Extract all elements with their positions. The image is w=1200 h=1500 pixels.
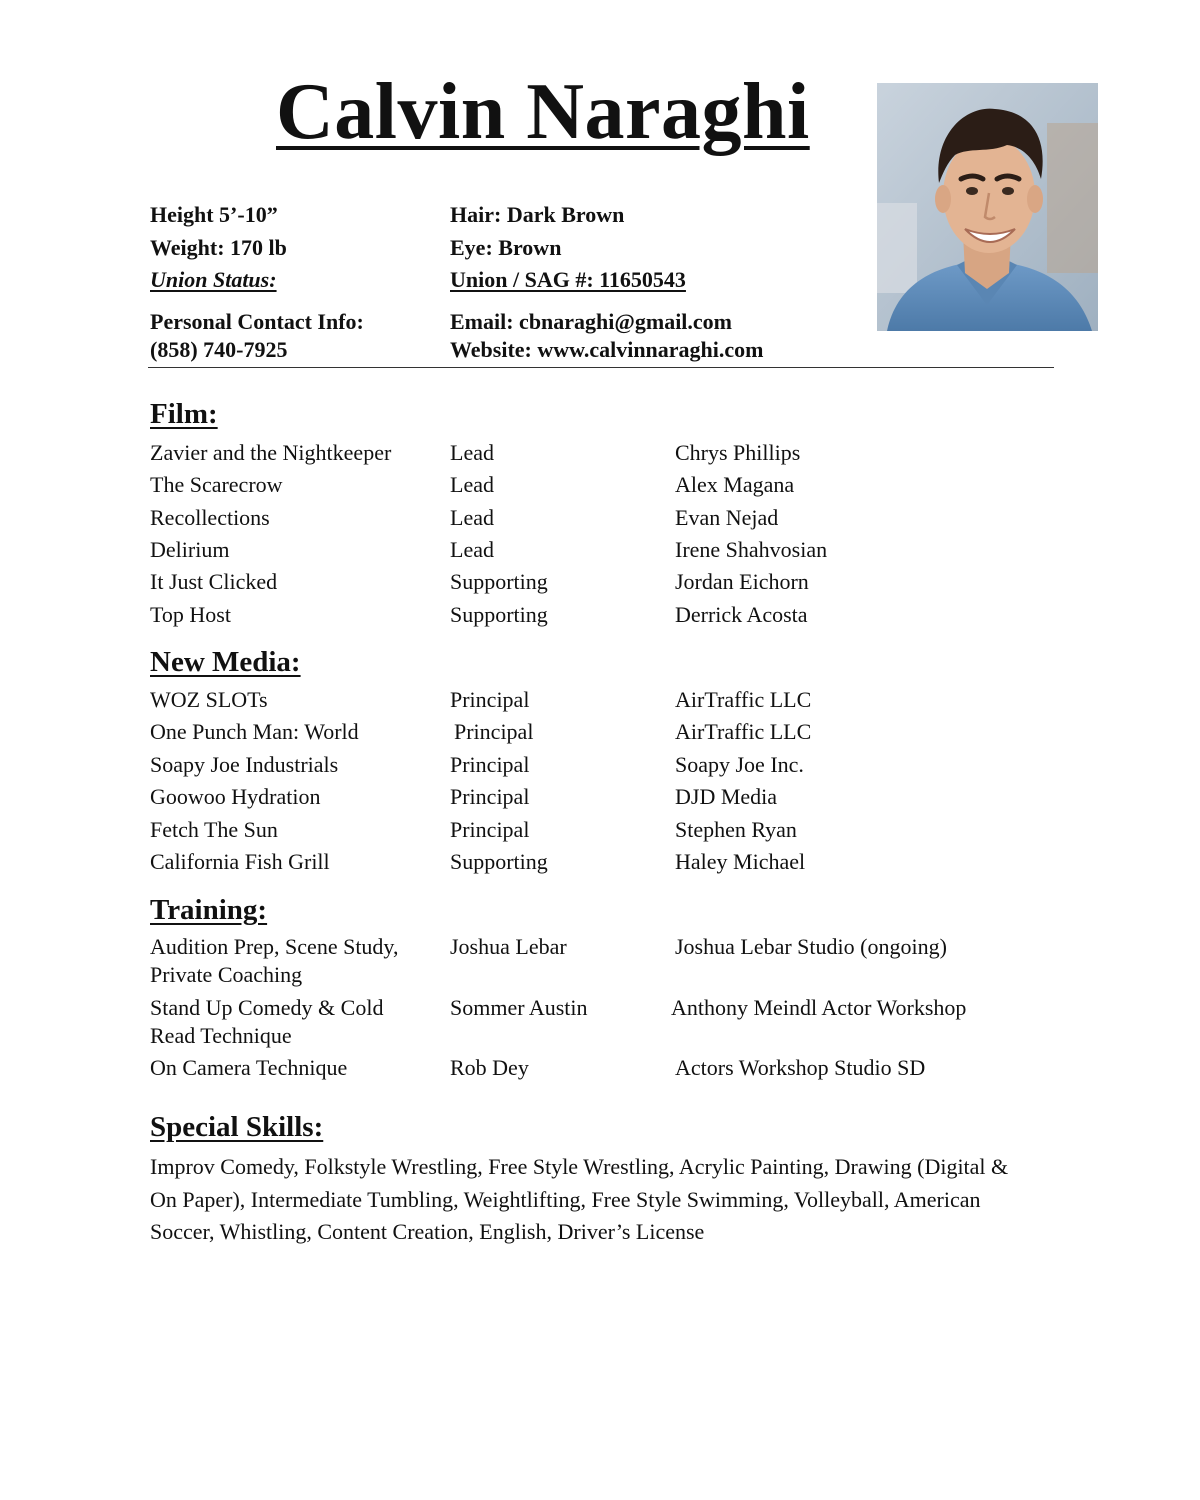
hair-text: Hair: Dark Brown [450, 202, 625, 227]
media-company: AirTraffic LLC [675, 687, 812, 712]
weight-text: Weight: 170 lb [150, 235, 287, 260]
film-title: It Just Clicked [150, 569, 278, 594]
eye-text: Eye: Brown [450, 235, 562, 260]
film-director: Evan Nejad [675, 505, 779, 530]
training-course: Stand Up Comedy & Cold Read Technique [150, 995, 384, 1048]
media-title: WOZ SLOTs [150, 687, 268, 712]
skills-heading: Special Skills: [150, 1111, 324, 1143]
media-role: Principal [450, 784, 530, 809]
media-company: Haley Michael [675, 849, 806, 874]
film-role: Lead [450, 472, 494, 497]
film-title: Top Host [150, 602, 231, 627]
media-title: California Fish Grill [150, 849, 330, 874]
training-heading: Training: [150, 894, 268, 926]
film-role: Lead [450, 505, 494, 530]
training-studio: Joshua Lebar Studio (ongoing) [675, 934, 947, 959]
film-director: Alex Magana [675, 472, 795, 497]
training-teacher: Sommer Austin [450, 995, 588, 1020]
film-role: Lead [450, 440, 494, 465]
film-title: Zavier and the Nightkeeper [150, 440, 392, 465]
training-studio: Actors Workshop Studio SD [675, 1055, 926, 1080]
film-title: The Scarecrow [150, 472, 283, 497]
film-role: Supporting [450, 569, 548, 594]
media-company: Stephen Ryan [675, 817, 797, 842]
training-course: Audition Prep, Scene Study, Private Coaching [150, 934, 399, 987]
media-title: Fetch The Sun [150, 817, 278, 842]
media-role: Principal [450, 752, 530, 777]
media-role: Supporting [450, 849, 548, 874]
website-text: Website: www.calvinnaraghi.com [450, 337, 764, 362]
training-course: On Camera Technique [150, 1055, 348, 1080]
film-director: Chrys Phillips [675, 440, 801, 465]
media-role: Principal [450, 687, 530, 712]
union-status-label: Union Status: [150, 267, 277, 292]
training-teacher: Joshua Lebar [450, 934, 567, 959]
height-text: Height 5’-10” [150, 202, 278, 227]
phone-text: (858) 740-7925 [150, 337, 288, 362]
headshot-photo [877, 83, 1098, 331]
training-teacher: Rob Dey [450, 1055, 529, 1080]
film-role: Supporting [450, 602, 548, 627]
media-role: Principal [454, 719, 534, 744]
film-director: Irene Shahvosian [675, 537, 828, 562]
media-role: Principal [450, 817, 530, 842]
resume-name: Calvin Naraghi [276, 68, 810, 156]
media-title: Soapy Joe Industrials [150, 752, 339, 777]
media-company: Soapy Joe Inc. [675, 752, 804, 777]
contact-label: Personal Contact Info: [150, 309, 364, 334]
film-role: Lead [450, 537, 494, 562]
film-title: Recollections [150, 505, 270, 530]
media-company: AirTraffic LLC [675, 719, 812, 744]
film-title: Delirium [150, 537, 230, 562]
skills-text: Improv Comedy, Folkstyle Wrestling, Free Style Wrestling, Acrylic Painting, Drawing (Digital & On Paper), Intermediate Tumbling, Weightlifting, Free Style Swimming, Volleyball, American Soccer, Whistling, Content Creation, English, Driver’s License [150, 1154, 1009, 1244]
film-director: Jordan Eichorn [675, 569, 809, 594]
media-title: Goowoo Hydration [150, 784, 321, 809]
media-company: DJD Media [675, 784, 778, 809]
film-heading: Film: [150, 398, 218, 430]
union-sag-text: Union / SAG #: 11650543 [450, 267, 686, 292]
new-media-heading: New Media: [150, 646, 301, 678]
header-divider [148, 367, 1054, 368]
training-studio: Anthony Meindl Actor Workshop [671, 995, 967, 1020]
media-title: One Punch Man: World [150, 719, 359, 744]
email-text: Email: cbnaraghi@gmail.com [450, 309, 733, 334]
film-director: Derrick Acosta [675, 602, 808, 627]
